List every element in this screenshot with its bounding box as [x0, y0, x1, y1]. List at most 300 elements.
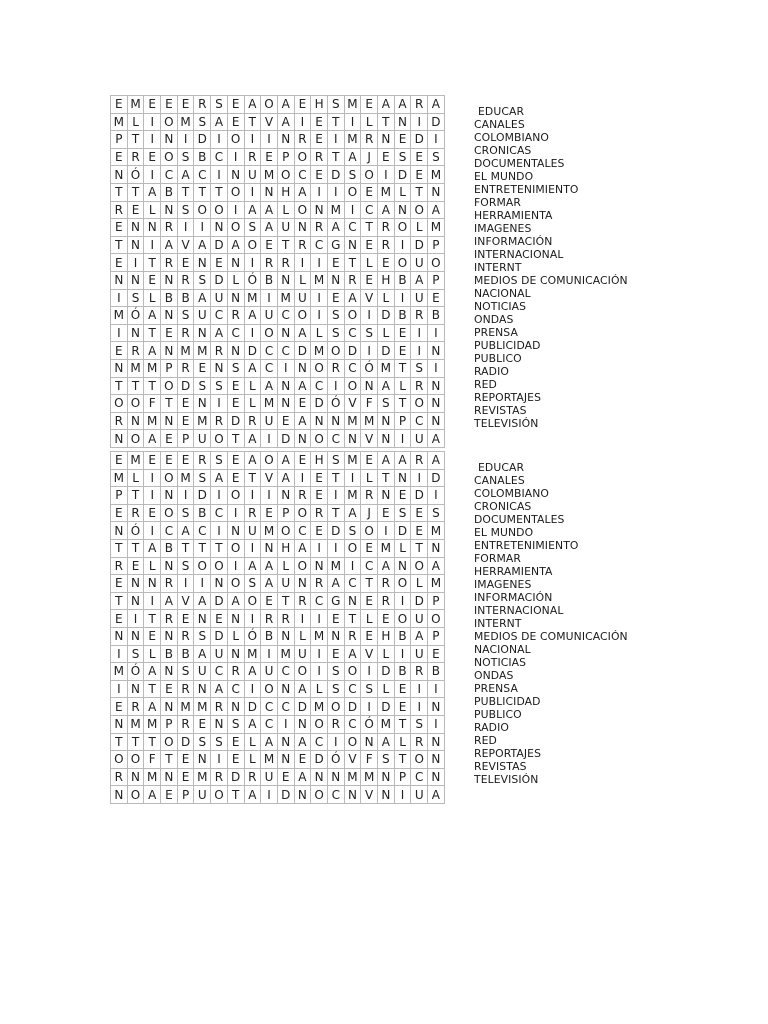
grid-cell[interactable]: O — [344, 733, 361, 751]
grid-cell[interactable]: I — [144, 131, 161, 149]
grid-cell[interactable]: T — [127, 733, 144, 751]
grid-cell[interactable]: O — [227, 131, 244, 149]
grid-cell[interactable]: R — [111, 201, 128, 219]
grid-cell[interactable]: I — [428, 131, 445, 149]
grid-cell[interactable]: B — [161, 183, 178, 201]
grid-cell[interactable]: I — [227, 557, 244, 575]
grid-cell[interactable]: N — [211, 575, 228, 593]
grid-cell[interactable]: E — [261, 236, 278, 254]
grid-cell[interactable]: I — [411, 113, 428, 131]
grid-cell[interactable]: A — [194, 236, 211, 254]
grid-cell[interactable]: A — [244, 96, 261, 114]
grid-cell[interactable]: A — [344, 645, 361, 663]
grid-cell[interactable]: A — [144, 698, 161, 716]
grid-cell[interactable]: M — [344, 96, 361, 114]
grid-cell[interactable]: S — [227, 715, 244, 733]
grid-cell[interactable]: A — [261, 377, 278, 395]
grid-cell[interactable]: B — [177, 289, 194, 307]
grid-cell[interactable]: E — [311, 131, 328, 149]
grid-cell[interactable]: E — [227, 377, 244, 395]
grid-cell[interactable]: O — [311, 715, 328, 733]
grid-cell[interactable]: H — [378, 627, 395, 645]
grid-cell[interactable]: I — [378, 166, 395, 184]
grid-cell[interactable]: M — [244, 645, 261, 663]
grid-cell[interactable]: N — [378, 131, 395, 149]
grid-cell[interactable]: V — [261, 113, 278, 131]
grid-cell[interactable]: E — [144, 504, 161, 522]
grid-cell[interactable]: A — [261, 557, 278, 575]
grid-cell[interactable]: T — [194, 539, 211, 557]
grid-cell[interactable]: I — [211, 395, 228, 413]
grid-cell[interactable]: N — [227, 289, 244, 307]
grid-cell[interactable]: I — [311, 663, 328, 681]
grid-cell[interactable]: L — [144, 557, 161, 575]
grid-cell[interactable]: N — [127, 219, 144, 237]
grid-cell[interactable]: I — [311, 645, 328, 663]
grid-cell[interactable]: E — [361, 627, 378, 645]
grid-cell[interactable]: O — [327, 342, 344, 360]
grid-cell[interactable]: U — [294, 289, 311, 307]
grid-cell[interactable]: I — [144, 236, 161, 254]
grid-cell[interactable]: M — [194, 342, 211, 360]
grid-cell[interactable]: E — [127, 557, 144, 575]
grid-cell[interactable]: D — [394, 522, 411, 540]
grid-cell[interactable]: A — [144, 183, 161, 201]
grid-cell[interactable]: S — [177, 307, 194, 325]
grid-cell[interactable]: N — [294, 430, 311, 448]
grid-cell[interactable]: D — [411, 487, 428, 505]
grid-cell[interactable]: U — [261, 663, 278, 681]
grid-cell[interactable]: R — [244, 148, 261, 166]
grid-cell[interactable]: D — [244, 698, 261, 716]
grid-cell[interactable]: O — [277, 166, 294, 184]
grid-cell[interactable]: N — [277, 680, 294, 698]
grid-cell[interactable]: E — [227, 395, 244, 413]
grid-cell[interactable]: D — [227, 768, 244, 786]
grid-cell[interactable]: U — [261, 768, 278, 786]
grid-cell[interactable]: R — [411, 377, 428, 395]
grid-cell[interactable]: T — [277, 592, 294, 610]
grid-cell[interactable]: I — [244, 131, 261, 149]
grid-cell[interactable]: N — [428, 342, 445, 360]
grid-cell[interactable]: A — [227, 236, 244, 254]
grid-cell[interactable]: V — [261, 469, 278, 487]
grid-cell[interactable]: N — [227, 610, 244, 628]
grid-cell[interactable]: E — [144, 148, 161, 166]
grid-cell[interactable]: A — [244, 786, 261, 804]
grid-cell[interactable]: S — [428, 148, 445, 166]
grid-cell[interactable]: D — [344, 698, 361, 716]
grid-cell[interactable]: I — [394, 430, 411, 448]
grid-cell[interactable]: E — [311, 113, 328, 131]
grid-cell[interactable]: E — [294, 751, 311, 769]
grid-cell[interactable]: E — [411, 504, 428, 522]
grid-cell[interactable]: E — [177, 751, 194, 769]
grid-cell[interactable]: F — [361, 395, 378, 413]
grid-cell[interactable]: I — [311, 539, 328, 557]
grid-cell[interactable]: I — [244, 680, 261, 698]
grid-cell[interactable]: N — [394, 201, 411, 219]
grid-cell[interactable]: E — [294, 452, 311, 470]
grid-cell[interactable]: E — [211, 254, 228, 272]
grid-cell[interactable]: N — [194, 254, 211, 272]
grid-cell[interactable]: R — [111, 412, 128, 430]
grid-cell[interactable]: T — [277, 236, 294, 254]
grid-cell[interactable]: I — [111, 324, 128, 342]
grid-cell[interactable]: S — [361, 324, 378, 342]
grid-cell[interactable]: R — [244, 504, 261, 522]
grid-cell[interactable]: I — [244, 539, 261, 557]
grid-cell[interactable]: P — [394, 768, 411, 786]
grid-cell[interactable]: N — [211, 715, 228, 733]
grid-cell[interactable]: O — [227, 487, 244, 505]
grid-cell[interactable]: N — [428, 377, 445, 395]
grid-cell[interactable]: A — [277, 469, 294, 487]
grid-cell[interactable]: N — [127, 575, 144, 593]
grid-cell[interactable]: O — [211, 430, 228, 448]
grid-cell[interactable]: R — [311, 575, 328, 593]
grid-cell[interactable]: A — [244, 452, 261, 470]
grid-cell[interactable]: T — [394, 395, 411, 413]
grid-cell[interactable]: T — [144, 254, 161, 272]
grid-cell[interactable]: A — [244, 307, 261, 325]
grid-cell[interactable]: V — [361, 645, 378, 663]
grid-cell[interactable]: P — [428, 627, 445, 645]
grid-cell[interactable]: R — [261, 610, 278, 628]
grid-cell[interactable]: M — [194, 698, 211, 716]
grid-cell[interactable]: N — [311, 768, 328, 786]
grid-cell[interactable]: T — [111, 236, 128, 254]
grid-cell[interactable]: N — [261, 183, 278, 201]
grid-cell[interactable]: E — [127, 201, 144, 219]
grid-cell[interactable]: D — [378, 663, 395, 681]
grid-cell[interactable]: N — [277, 377, 294, 395]
grid-cell[interactable]: D — [277, 430, 294, 448]
grid-cell[interactable]: O — [294, 307, 311, 325]
grid-cell[interactable]: T — [361, 219, 378, 237]
grid-cell[interactable]: M — [111, 113, 128, 131]
grid-cell[interactable]: A — [144, 786, 161, 804]
grid-cell[interactable]: V — [344, 751, 361, 769]
grid-cell[interactable]: I — [227, 504, 244, 522]
grid-cell[interactable]: B — [394, 307, 411, 325]
grid-cell[interactable]: E — [111, 504, 128, 522]
grid-cell[interactable]: R — [177, 324, 194, 342]
grid-cell[interactable]: I — [344, 557, 361, 575]
grid-cell[interactable]: N — [161, 307, 178, 325]
grid-cell[interactable]: S — [194, 271, 211, 289]
grid-cell[interactable]: O — [311, 430, 328, 448]
grid-cell[interactable]: R — [277, 254, 294, 272]
grid-cell[interactable]: M — [177, 342, 194, 360]
grid-cell[interactable]: O — [294, 201, 311, 219]
grid-cell[interactable]: D — [411, 236, 428, 254]
grid-cell[interactable]: M — [111, 663, 128, 681]
grid-cell[interactable]: E — [111, 219, 128, 237]
grid-cell[interactable]: N — [428, 412, 445, 430]
grid-cell[interactable]: U — [294, 645, 311, 663]
grid-cell[interactable]: R — [411, 307, 428, 325]
grid-cell[interactable]: U — [411, 610, 428, 628]
grid-cell[interactable]: D — [294, 698, 311, 716]
grid-cell[interactable]: A — [411, 627, 428, 645]
grid-cell[interactable]: O — [411, 201, 428, 219]
grid-cell[interactable]: I — [394, 786, 411, 804]
grid-cell[interactable]: R — [161, 254, 178, 272]
grid-cell[interactable]: U — [194, 430, 211, 448]
grid-cell[interactable]: E — [411, 522, 428, 540]
grid-cell[interactable]: O — [394, 575, 411, 593]
grid-cell[interactable]: P — [428, 592, 445, 610]
grid-cell[interactable]: N — [378, 786, 395, 804]
grid-cell[interactable]: A — [277, 96, 294, 114]
grid-cell[interactable]: E — [194, 359, 211, 377]
grid-cell[interactable]: L — [294, 627, 311, 645]
grid-cell[interactable]: L — [394, 733, 411, 751]
grid-cell[interactable]: N — [344, 236, 361, 254]
grid-cell[interactable]: L — [394, 377, 411, 395]
grid-cell[interactable]: I — [361, 698, 378, 716]
grid-cell[interactable]: E — [311, 166, 328, 184]
grid-cell[interactable]: L — [127, 469, 144, 487]
grid-cell[interactable]: O — [161, 148, 178, 166]
grid-cell[interactable]: T — [327, 113, 344, 131]
grid-cell[interactable]: I — [144, 487, 161, 505]
grid-cell[interactable]: I — [294, 113, 311, 131]
grid-cell[interactable]: B — [161, 289, 178, 307]
grid-cell[interactable]: I — [177, 487, 194, 505]
grid-cell[interactable]: O — [244, 592, 261, 610]
grid-cell[interactable]: E — [327, 254, 344, 272]
grid-cell[interactable]: S — [394, 148, 411, 166]
grid-cell[interactable]: N — [277, 271, 294, 289]
grid-cell[interactable]: J — [361, 148, 378, 166]
grid-cell[interactable]: A — [394, 452, 411, 470]
grid-cell[interactable]: O — [294, 148, 311, 166]
grid-cell[interactable]: J — [361, 504, 378, 522]
grid-cell[interactable]: L — [277, 557, 294, 575]
grid-cell[interactable]: R — [294, 592, 311, 610]
grid-cell[interactable]: R — [177, 627, 194, 645]
grid-cell[interactable]: T — [111, 592, 128, 610]
grid-cell[interactable]: C — [411, 768, 428, 786]
grid-cell[interactable]: T — [378, 113, 395, 131]
grid-cell[interactable]: S — [244, 219, 261, 237]
grid-cell[interactable]: N — [161, 698, 178, 716]
grid-cell[interactable]: E — [161, 680, 178, 698]
grid-cell[interactable]: E — [111, 610, 128, 628]
grid-cell[interactable]: E — [177, 610, 194, 628]
grid-cell[interactable]: C — [261, 698, 278, 716]
grid-cell[interactable]: I — [211, 522, 228, 540]
grid-cell[interactable]: R — [161, 610, 178, 628]
grid-cell[interactable]: P — [277, 148, 294, 166]
grid-cell[interactable]: M — [194, 412, 211, 430]
grid-cell[interactable]: A — [261, 219, 278, 237]
grid-cell[interactable]: N — [161, 412, 178, 430]
grid-cell[interactable]: I — [394, 645, 411, 663]
grid-cell[interactable]: S — [244, 575, 261, 593]
grid-cell[interactable]: I — [261, 487, 278, 505]
grid-cell[interactable]: M — [428, 575, 445, 593]
grid-cell[interactable]: S — [127, 645, 144, 663]
grid-cell[interactable]: O — [161, 377, 178, 395]
grid-cell[interactable]: E — [378, 148, 395, 166]
grid-cell[interactable]: P — [177, 786, 194, 804]
grid-cell[interactable]: R — [261, 254, 278, 272]
grid-cell[interactable]: A — [378, 733, 395, 751]
grid-cell[interactable]: C — [211, 307, 228, 325]
grid-cell[interactable]: O — [428, 610, 445, 628]
grid-cell[interactable]: N — [127, 627, 144, 645]
grid-cell[interactable]: E — [394, 324, 411, 342]
grid-cell[interactable]: V — [361, 786, 378, 804]
grid-cell[interactable]: T — [111, 183, 128, 201]
grid-cell[interactable]: T — [127, 487, 144, 505]
grid-cell[interactable]: M — [111, 469, 128, 487]
grid-cell[interactable]: A — [194, 592, 211, 610]
grid-cell[interactable]: M — [261, 522, 278, 540]
grid-cell[interactable]: A — [211, 680, 228, 698]
grid-cell[interactable]: H — [311, 96, 328, 114]
grid-cell[interactable]: A — [277, 113, 294, 131]
grid-cell[interactable]: T — [411, 183, 428, 201]
grid-cell[interactable]: P — [177, 430, 194, 448]
grid-cell[interactable]: I — [177, 575, 194, 593]
grid-cell[interactable]: G — [327, 236, 344, 254]
grid-cell[interactable]: A — [177, 166, 194, 184]
grid-cell[interactable]: U — [261, 307, 278, 325]
grid-cell[interactable]: F — [361, 751, 378, 769]
grid-cell[interactable]: I — [411, 469, 428, 487]
grid-cell[interactable]: L — [394, 539, 411, 557]
grid-cell[interactable]: N — [428, 733, 445, 751]
grid-cell[interactable]: P — [111, 131, 128, 149]
grid-cell[interactable]: O — [194, 557, 211, 575]
grid-cell[interactable]: E — [361, 236, 378, 254]
grid-cell[interactable]: E — [161, 430, 178, 448]
grid-cell[interactable]: D — [194, 131, 211, 149]
grid-cell[interactable]: I — [344, 201, 361, 219]
grid-cell[interactable]: L — [277, 201, 294, 219]
grid-cell[interactable]: I — [144, 113, 161, 131]
grid-cell[interactable]: L — [294, 271, 311, 289]
grid-cell[interactable]: M — [127, 359, 144, 377]
grid-cell[interactable]: A — [194, 645, 211, 663]
grid-cell[interactable]: A — [378, 377, 395, 395]
grid-cell[interactable]: G — [327, 592, 344, 610]
grid-cell[interactable]: I — [194, 219, 211, 237]
grid-cell[interactable]: A — [144, 430, 161, 448]
grid-cell[interactable]: F — [144, 395, 161, 413]
grid-cell[interactable]: N — [294, 715, 311, 733]
grid-cell[interactable]: R — [111, 557, 128, 575]
grid-cell[interactable]: A — [244, 663, 261, 681]
grid-cell[interactable]: T — [161, 395, 178, 413]
grid-cell[interactable]: E — [177, 96, 194, 114]
grid-cell[interactable]: E — [111, 452, 128, 470]
grid-cell[interactable]: D — [378, 342, 395, 360]
grid-cell[interactable]: R — [277, 610, 294, 628]
grid-cell[interactable]: N — [194, 610, 211, 628]
grid-cell[interactable]: S — [177, 663, 194, 681]
grid-cell[interactable]: I — [277, 715, 294, 733]
grid-cell[interactable]: I — [211, 131, 228, 149]
grid-cell[interactable]: D — [394, 166, 411, 184]
grid-cell[interactable]: A — [211, 469, 228, 487]
grid-cell[interactable]: I — [394, 289, 411, 307]
grid-cell[interactable]: Ó — [361, 715, 378, 733]
grid-cell[interactable]: S — [411, 359, 428, 377]
grid-cell[interactable]: O — [261, 324, 278, 342]
grid-cell[interactable]: N — [161, 271, 178, 289]
grid-cell[interactable]: N — [327, 412, 344, 430]
grid-cell[interactable]: I — [177, 131, 194, 149]
grid-cell[interactable]: C — [344, 359, 361, 377]
grid-cell[interactable]: E — [361, 183, 378, 201]
grid-cell[interactable]: Ó — [327, 395, 344, 413]
grid-cell[interactable]: D — [211, 271, 228, 289]
grid-cell[interactable]: O — [411, 557, 428, 575]
grid-cell[interactable]: I — [211, 487, 228, 505]
grid-cell[interactable]: L — [244, 377, 261, 395]
grid-cell[interactable]: V — [177, 592, 194, 610]
grid-cell[interactable]: R — [127, 504, 144, 522]
grid-cell[interactable]: A — [344, 289, 361, 307]
grid-cell[interactable]: A — [294, 183, 311, 201]
grid-cell[interactable]: N — [127, 271, 144, 289]
grid-cell[interactable]: I — [311, 289, 328, 307]
grid-cell[interactable]: N — [111, 522, 128, 540]
grid-cell[interactable]: D — [378, 698, 395, 716]
grid-cell[interactable]: L — [311, 680, 328, 698]
grid-cell[interactable]: O — [311, 359, 328, 377]
grid-cell[interactable]: O — [277, 522, 294, 540]
grid-cell[interactable]: D — [211, 592, 228, 610]
grid-cell[interactable]: M — [177, 113, 194, 131]
grid-cell[interactable]: U — [411, 289, 428, 307]
grid-cell[interactable]: N — [277, 487, 294, 505]
grid-cell[interactable]: I — [294, 610, 311, 628]
grid-cell[interactable]: N — [428, 768, 445, 786]
grid-cell[interactable]: E — [111, 342, 128, 360]
grid-cell[interactable]: A — [194, 289, 211, 307]
grid-cell[interactable]: T — [344, 254, 361, 272]
grid-cell[interactable]: I — [227, 201, 244, 219]
grid-cell[interactable]: M — [261, 166, 278, 184]
grid-cell[interactable]: S — [361, 680, 378, 698]
grid-cell[interactable]: M — [311, 271, 328, 289]
grid-cell[interactable]: Ó — [127, 663, 144, 681]
grid-cell[interactable]: A — [261, 575, 278, 593]
grid-cell[interactable]: T — [361, 575, 378, 593]
grid-cell[interactable]: N — [428, 698, 445, 716]
grid-cell[interactable]: N — [378, 768, 395, 786]
grid-cell[interactable]: N — [144, 219, 161, 237]
grid-cell[interactable]: R — [194, 452, 211, 470]
grid-cell[interactable]: Ó — [327, 751, 344, 769]
grid-cell[interactable]: N — [111, 430, 128, 448]
grid-cell[interactable]: R — [177, 359, 194, 377]
grid-cell[interactable]: Ó — [244, 271, 261, 289]
grid-cell[interactable]: O — [311, 786, 328, 804]
grid-cell[interactable]: T — [127, 377, 144, 395]
grid-cell[interactable]: M — [311, 627, 328, 645]
grid-cell[interactable]: C — [211, 663, 228, 681]
grid-cell[interactable]: L — [144, 289, 161, 307]
grid-cell[interactable]: O — [294, 557, 311, 575]
grid-cell[interactable]: N — [144, 575, 161, 593]
